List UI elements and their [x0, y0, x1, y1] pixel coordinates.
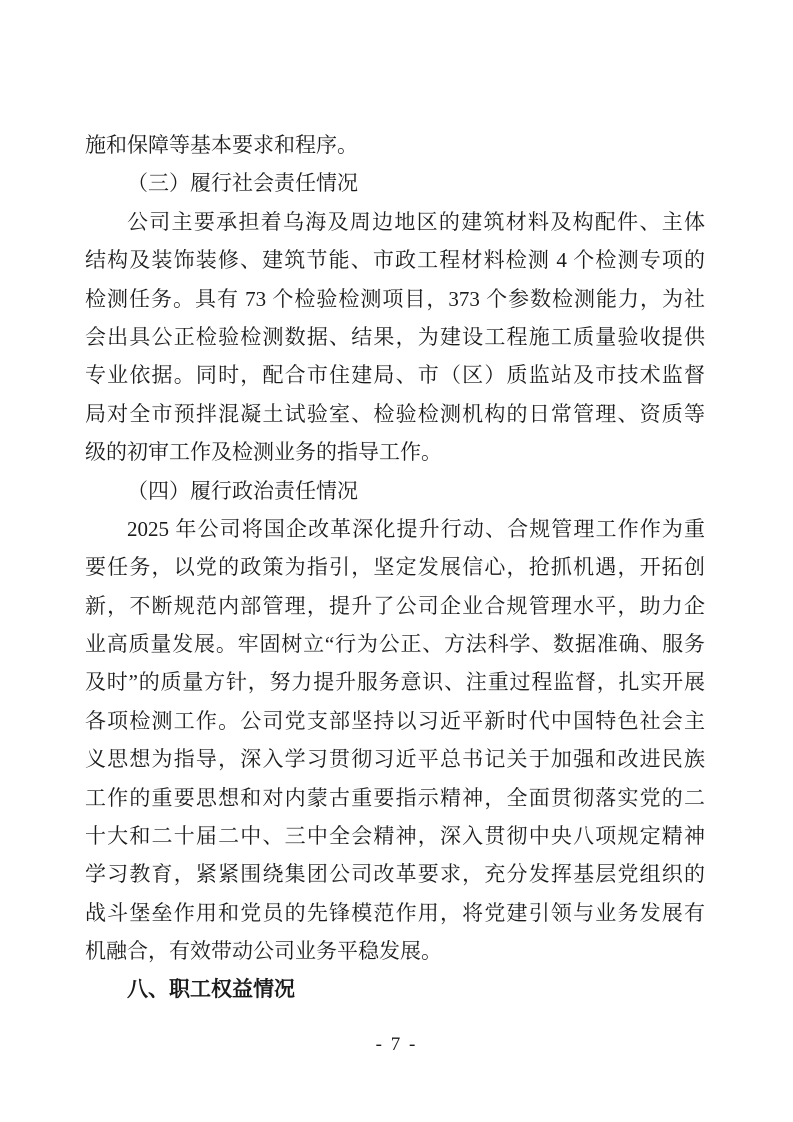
paragraph-line: 十大和二十届二中、三中全会精神，深入贯彻中央八项规定精神	[85, 824, 705, 849]
paragraph-line: 要任务，以党的政策为指引，坚定发展信心，抢抓机遇，开拓创	[85, 555, 705, 580]
paragraph-line: 局对全市预拌混凝土试验室、检验检测机构的日常管理、资质等	[85, 401, 705, 426]
text-content	[85, 126, 705, 1009]
page-footer	[0, 1034, 793, 1056]
paragraph-line: 各项检测工作。公司党支部坚持以习近平新时代中国特色社会主	[85, 708, 705, 733]
paragraph-line: 业高质量发展。牢固树立“行为公正、方法科学、数据准确、服务	[85, 632, 705, 657]
paragraph-line: 义思想为指导，深入学习贯彻习近平总书记关于加强和改进民族	[85, 747, 705, 772]
paragraph-line: 及时”的质量方针，努力提升服务意识、注重过程监督，扎实开展	[85, 670, 705, 695]
paragraph-line: 新，不断规范内部管理，提升了公司企业合规管理水平，助力企	[85, 593, 705, 618]
paragraph-line: 级的初审工作及检测业务的指导工作。	[85, 440, 442, 465]
paragraph-line: 2025 年公司将国企改革深化提升行动、合规管理工作作为重	[127, 516, 705, 541]
paragraph-line: 公司主要承担着乌海及周边地区的建筑材料及构配件、主体	[127, 209, 705, 234]
subsection-heading-3: （三）履行社会责任情况	[127, 171, 358, 196]
paragraph-line: 专业依据。同时，配合市住建局、市（区）质监站及市技术监督	[85, 363, 705, 388]
paragraph-line: 施和保障等基本要求和程序。	[85, 133, 358, 157]
paragraph-line: 学习教育，紧紧围绕集团公司改革要求，充分发挥基层党组织的	[85, 862, 705, 887]
paragraph-line: 机融合，有效带动公司业务平稳发展。	[85, 939, 442, 964]
paragraph-line: 战斗堡垒作用和党员的先锋模范作用，将党建引领与业务发展有	[85, 900, 705, 925]
paragraph-line: 会出具公正检验检测数据、结果，为建设工程施工质量验收提供	[85, 324, 705, 349]
subsection-heading-4: （四）履行政治责任情况	[127, 478, 358, 503]
paragraph-line: 工作的重要思想和对内蒙古重要指示精神，全面贯彻落实党的二	[85, 785, 705, 810]
paragraph-line: 检测任务。具有 73 个检验检测项目，373 个参数检测能力，为社	[85, 286, 705, 311]
paragraph-line: 结构及装饰装修、建筑节能、市政工程材料检测 4 个检测专项的	[85, 248, 705, 273]
section-heading-8: 八、职工权益情况	[127, 977, 295, 1001]
page-number: - 7 -	[375, 1034, 418, 1055]
